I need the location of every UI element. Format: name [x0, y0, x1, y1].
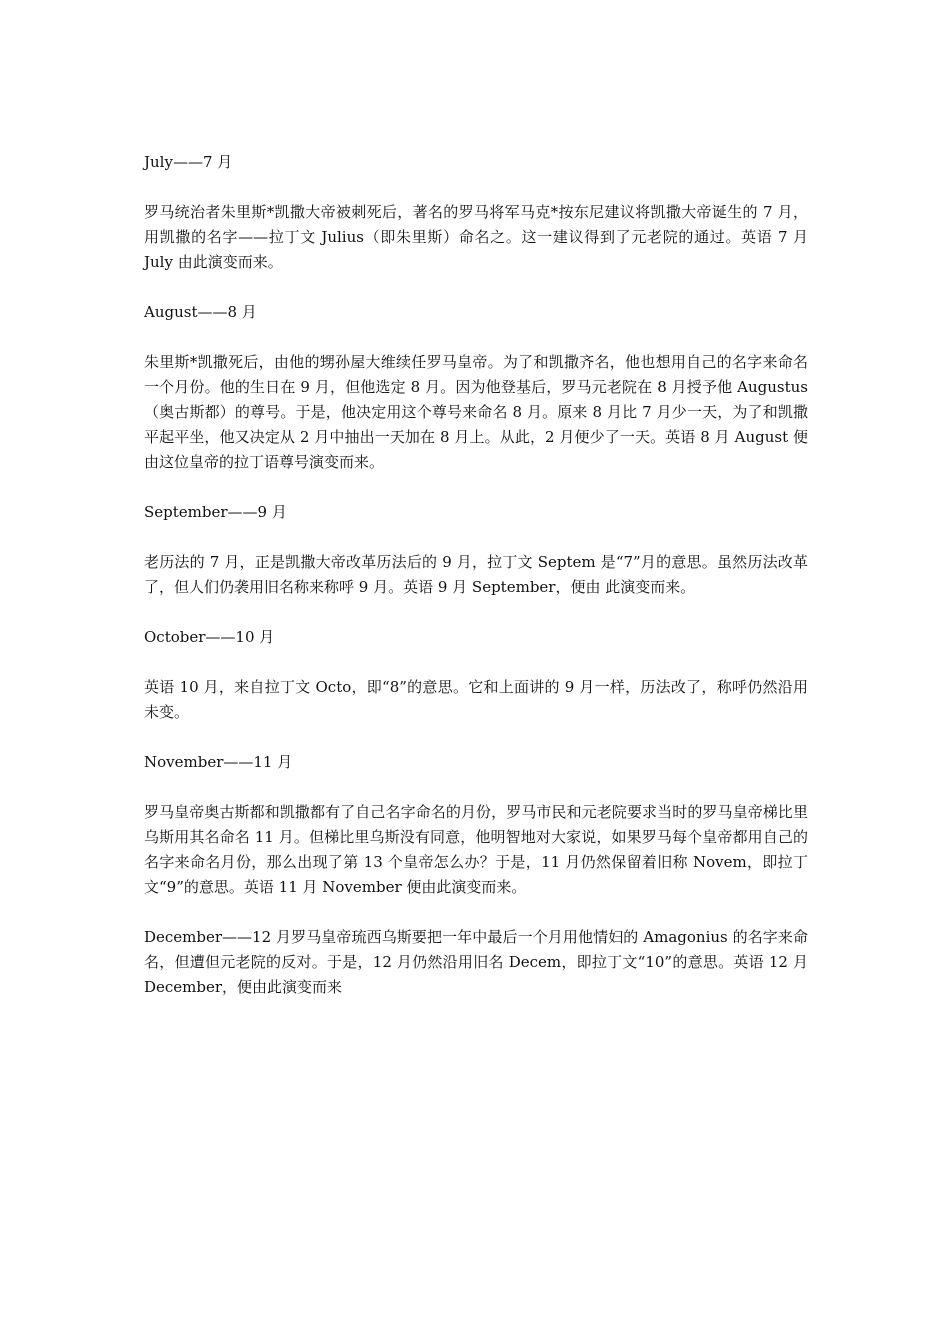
section-november	[144, 750, 808, 900]
section-december	[144, 925, 808, 1000]
section-heading: October——10 月	[144, 628, 275, 646]
section-paragraph: 朱里斯*凯撒死后，由他的甥孙屋大维续任罗马皇帝。为了和凯撒齐名，他也想用自己的名字来命名一个月份。他的生日在 9 月，但他选定 8 月。因为他登基后，罗马元老院在 8 月授予他 Augustus（奥古斯都）的尊号。于是，他决定用这个尊号来命名 8 月。原来 8 月比 7 月少一天，为了和凯撒平起平坐，他又决定从 2 月中抽出一天加在 8 月上。从此，2 月便少了一天。英语 8 月 August 便由这位皇帝的拉丁语尊号演变而来。	[144, 353, 808, 471]
section-july	[144, 150, 808, 275]
section-heading: August——8 月	[144, 303, 257, 321]
section-paragraph: 罗马统治者朱里斯*凯撒大帝被刺死后，著名的罗马将军马克*按东尼建议将凯撒大帝诞生的 7 月，用凯撒的名字——拉丁文 Julius（即朱里斯）命名之。这一建议得到了元老院的通过。英语 7 月 July 由此演变而来。	[144, 203, 808, 271]
section-heading: November——11 月	[144, 753, 293, 771]
final-paragraph: December——12 月罗马皇帝琉西乌斯要把一年中最后一个月用他情妇的 Amagonius 的名字来命名，但遭但元老院的反对。于是，12 月仍然沿用旧名 Decem，即拉丁文“10”的意思。英语 12 月 December，便由此演变而来	[144, 928, 808, 996]
section-paragraph: 罗马皇帝奥古斯都和凯撒都有了自己名字命名的月份，罗马市民和元老院要求当时的罗马皇帝梯比里乌斯用其名命名 11 月。但梯比里乌斯没有同意，他明智地对大家说，如果罗马每个皇帝都用自己的名字来命名月份，那么出现了第 13 个皇帝怎么办？于是，11 月仍然保留着旧称 Novem，即拉丁文“9”的意思。英语 11 月 November 便由此演变而来。	[144, 803, 808, 896]
section-paragraph: 老历法的 7 月，正是凯撒大帝改革历法后的 9 月，拉丁文 Septem 是“7”月的意思。虽然历法改革了，但人们仍袭用旧名称来称呼 9 月。英语 9 月 September，便由 此演变而来。	[144, 553, 808, 596]
section-october	[144, 625, 808, 725]
section-heading: July——7 月	[144, 153, 233, 171]
section-august	[144, 300, 808, 475]
section-september	[144, 500, 808, 600]
document-page	[144, 150, 808, 1025]
section-heading: September——9 月	[144, 503, 287, 521]
section-paragraph: 英语 10 月，来自拉丁文 Octo，即“8”的意思。它和上面讲的 9 月一样，历法改了，称呼仍然沿用未变。	[144, 678, 808, 721]
